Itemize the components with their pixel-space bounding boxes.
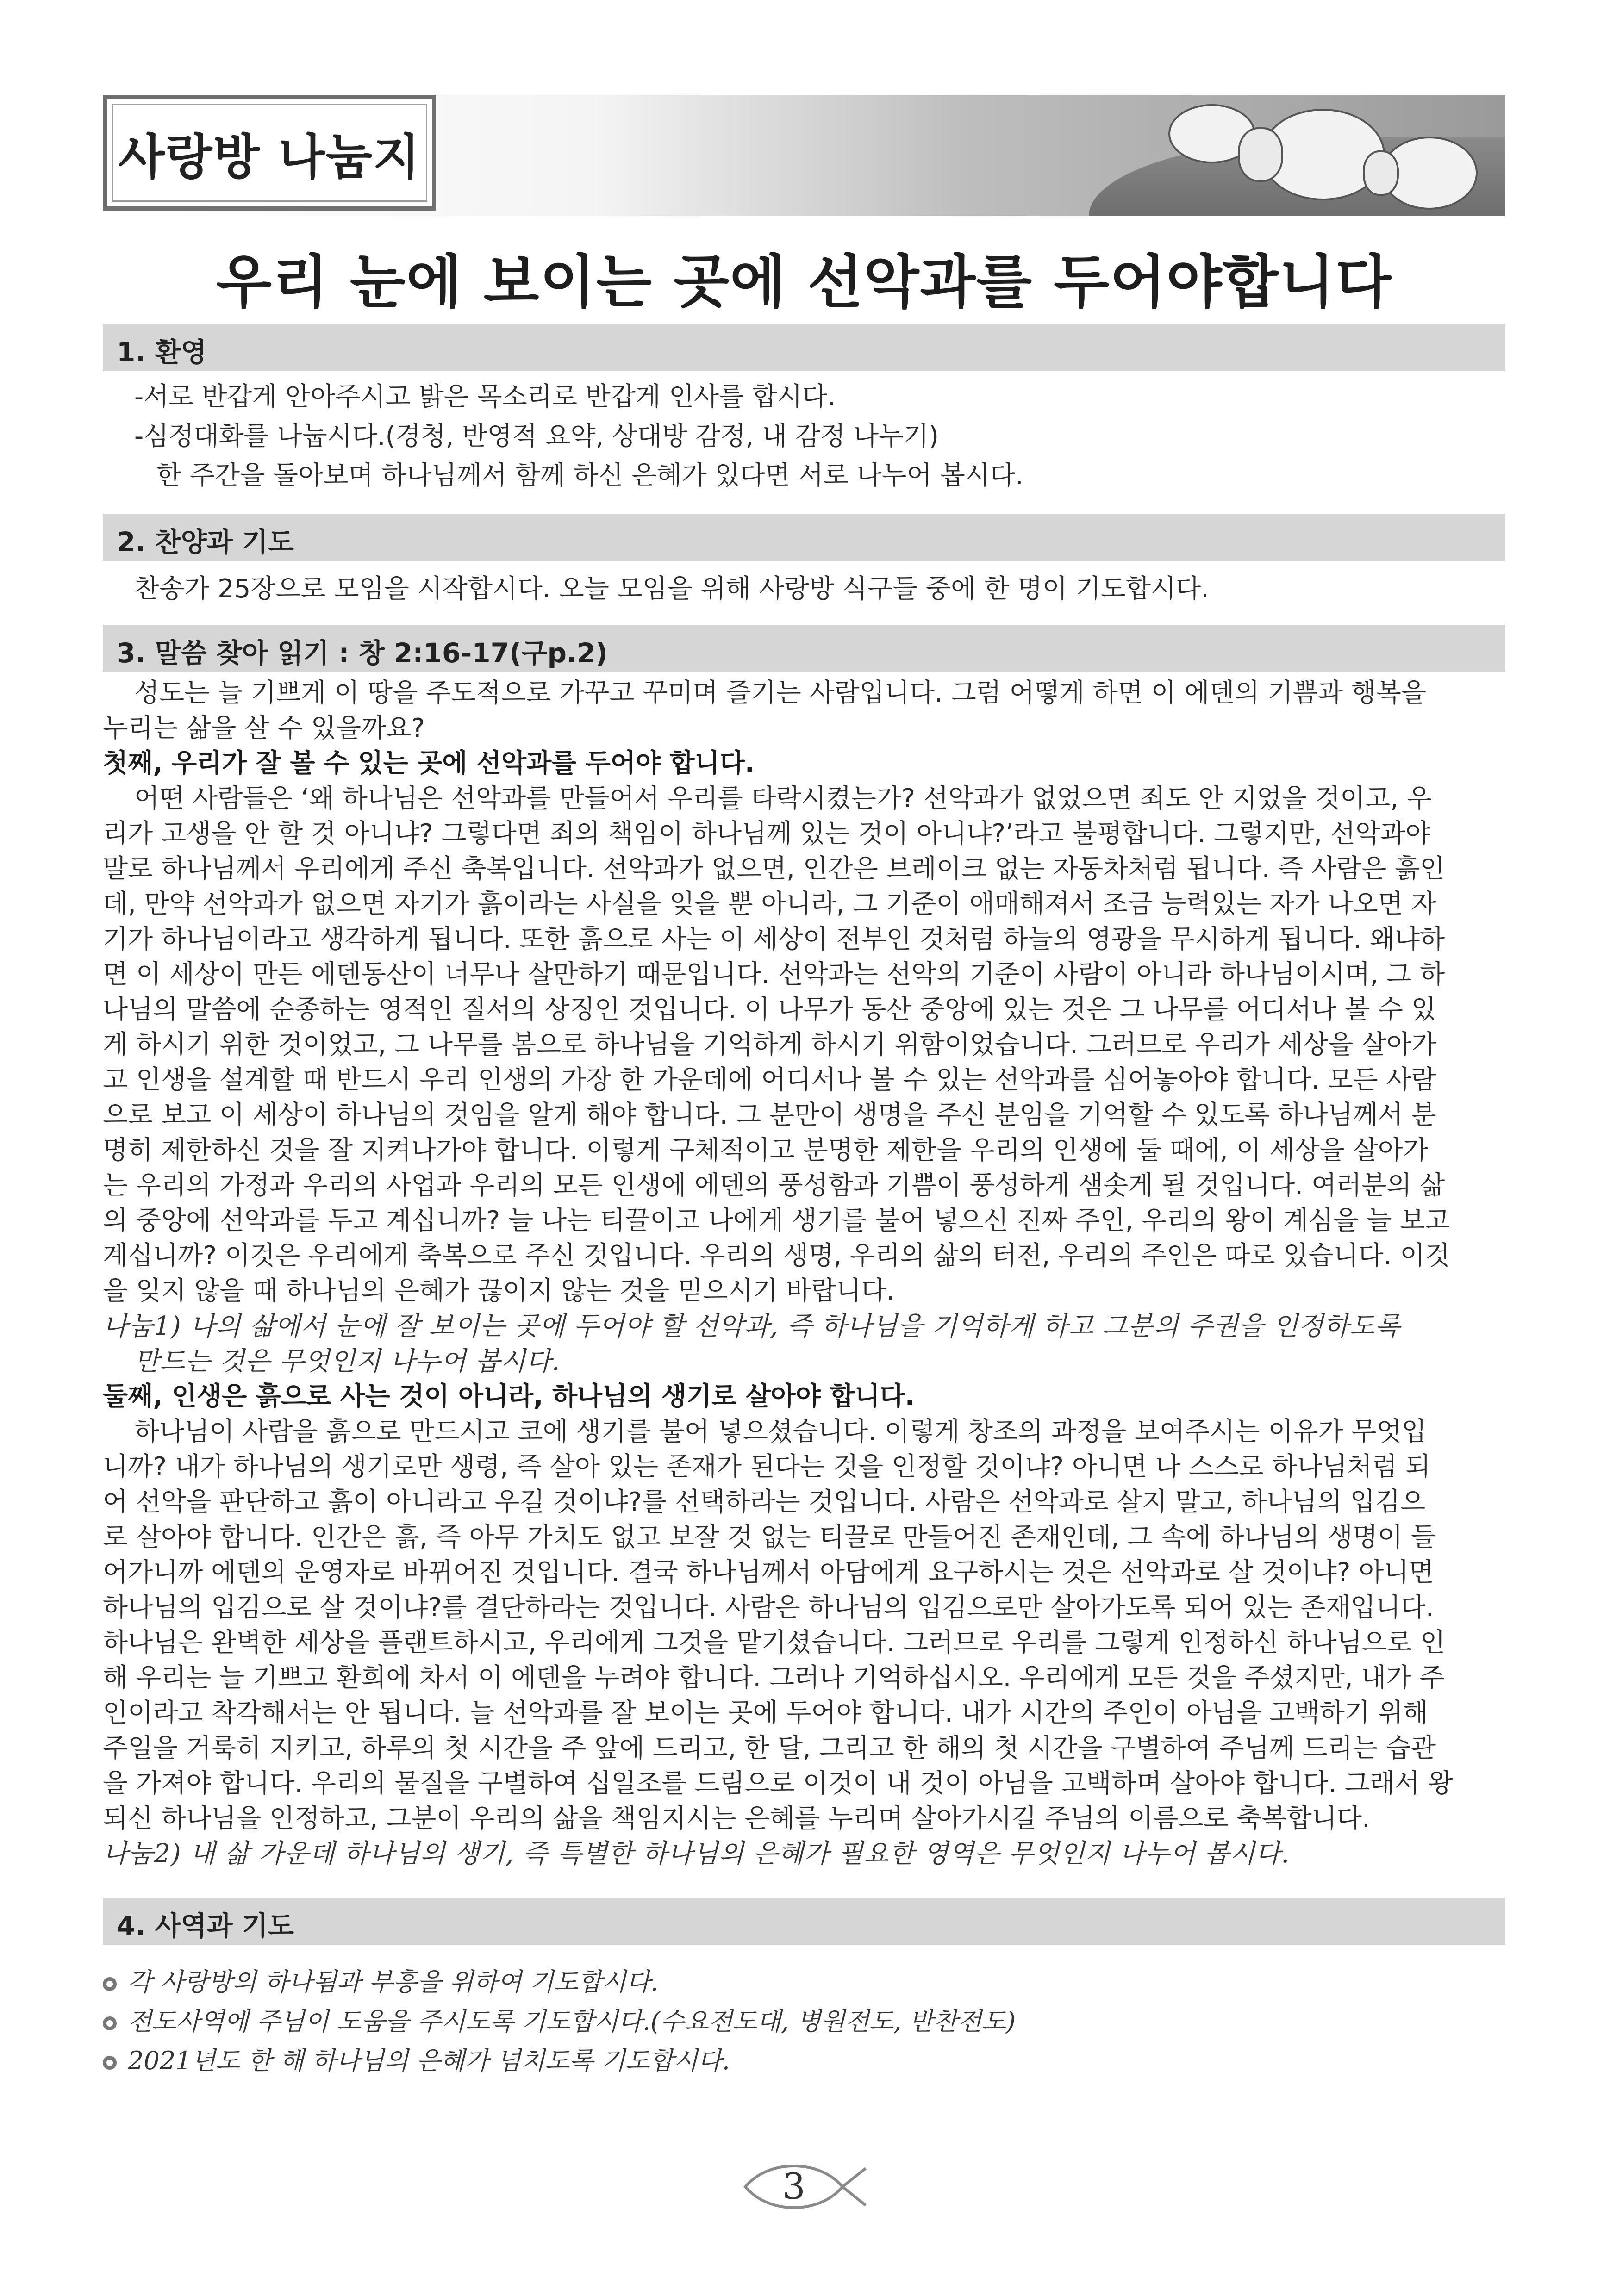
page-number: 3 (782, 2166, 805, 2208)
paragraph-line: -서로 반갑게 안아주시고 밝은 목소리로 반갑게 인사를 합시다. (134, 382, 836, 412)
paragraph-line: 니까? 내가 하나님의 생기로만 생령, 즉 살아 있는 존재가 된다는 것을 인정할 것이냐? 아니면 나 스스로 하나님처럼 되 (103, 1452, 1431, 1482)
paragraph-line: 게 하시기 위한 것이었고, 그 나무를 봄으로 하나님을 기억하게 하시기 위함이었습니다. 그러므로 우리가 세상을 살아가 (103, 1030, 1437, 1060)
section-heading-bar (103, 514, 1505, 561)
lamb-head-image (1363, 150, 1399, 196)
section-heading-bar (103, 625, 1505, 672)
paragraph-line: 누리는 삶을 살 수 있을까요? (103, 713, 425, 743)
paragraph-line: 계십니까? 이것은 우리에게 축복으로 주신 것입니다. 우리의 생명, 우리의 삶의 터전, 우리의 주인은 따로 있습니다. 이것 (103, 1241, 1450, 1271)
bullet-icon (103, 1977, 117, 1991)
share-question: 만드는 것은 무엇인지 나누어 봅시다. (134, 1346, 561, 1376)
section-heading: 2. 찬양과 기도 (117, 526, 294, 558)
paragraph-line: 되신 하나님을 인정하고, 그분이 우리의 삶을 책임지시는 은혜를 누리며 살아가시길 주님의 이름으로 축복합니다. (103, 1804, 1370, 1834)
paragraph-line: 해 우리는 늘 기쁘고 환희에 차서 이 에덴을 누려야 합니다. 그러나 기억하십시오. 우리에게 모든 것을 주셨지만, 내가 주 (103, 1663, 1445, 1693)
point-heading: 둘째, 인생은 흙으로 사는 것이 아니라, 하나님의 생기로 살아야 합니다. (103, 1381, 915, 1412)
paragraph-line: 어 선악을 판단하고 흙이 아니라고 우길 것이냐?를 선택하라는 것입니다. 사람은 선악과로 살지 말고, 하나님의 입김으 (103, 1487, 1426, 1517)
paragraph-line: 인이라고 착각해서는 안 됩니다. 늘 선악과를 잘 보이는 곳에 두어야 합니다. 내가 시간의 주인이 아님을 고백하기 위해 (103, 1698, 1428, 1728)
paragraph-line: 주일을 거룩히 지키고, 하루의 첫 시간을 주 앞에 드리고, 한 달, 그리고 한 해의 첫 시간을 구별하여 주님께 드리는 습관 (103, 1733, 1436, 1763)
paragraph-line: 데, 만약 선악과가 없으면 자기가 흙이라는 사실을 잊을 뿐 아니라, 그 기준이 애매해져서 조금 능력있는 자가 나오면 자 (103, 889, 1436, 919)
section-heading: 1. 환영 (117, 336, 207, 368)
section-heading-bar (103, 1898, 1505, 1945)
bullet-icon (103, 2056, 117, 2070)
paragraph-line: 고 인생을 설계할 때 반드시 우리 인생의 가장 한 가운데에 어디서나 볼 수 있는 선악과를 심어놓아야 합니다. 모든 사람 (103, 1065, 1436, 1095)
paragraph-line: 기가 하나님이라고 생각하게 됩니다. 또한 흙으로 사는 이 세상이 전부인 것처럼 하늘의 영광을 무시하게 됩니다. 왜냐하 (103, 924, 1445, 954)
paragraph-line: 의 중앙에 선악과를 두고 계십니까? 늘 나는 티끌이고 나에게 생기를 불어 넣으신 진짜 주인, 우리의 왕이 계심을 늘 보고 (103, 1206, 1450, 1236)
paragraph-line: 어가니까 에덴의 운영자로 바뀌어진 것입니다. 결국 하나님께서 아담에게 요구하시는 것은 선악과로 살 것이냐? 아니면 (103, 1557, 1434, 1587)
paragraph-line: 하나님은 완벽한 세상을 플랜트하시고, 우리에게 그것을 맡기셨습니다. 그러므로 우리를 그렇게 인정하신 하나님으로 인 (103, 1628, 1445, 1658)
paragraph-line: 하나님의 입김으로 살 것이냐?를 결단하라는 것입니다. 사람은 하나님의 입김으로만 살아가도록 되어 있는 존재입니다. (103, 1593, 1434, 1623)
paragraph-line: 어떤 사람들은 ‘왜 하나님은 선악과를 만들어서 우리를 타락시켰는가? 선악과가 없었으면 죄도 안 지었을 것이고, 우 (134, 784, 1432, 814)
sheep-head-image (1238, 127, 1283, 182)
paragraph-line: 한 주간을 돌아보며 하나님께서 함께 하신 은혜가 있다면 서로 나누어 봅시다. (156, 460, 1023, 491)
prayer-item (103, 1962, 658, 1998)
bullet-icon (103, 2016, 117, 2030)
paragraph-line: 명히 제한하신 것을 잘 지켜나가야 합니다. 이렇게 구체적이고 분명한 제한을 우리의 인생에 둘 때에, 이 세상을 살아가 (103, 1135, 1428, 1165)
paragraph-line: 는 우리의 가정과 우리의 사업과 우리의 모든 인생에 에덴의 풍성함과 기쁨이 풍성하게 샘솟게 될 것입니다. 여러분의 삶 (103, 1170, 1445, 1201)
prayer-text: 각 사랑방의 하나됨과 부흥을 위하여 기도합시다. (128, 1967, 659, 1997)
point-heading: 첫째, 우리가 잘 볼 수 있는 곳에 선악과를 두어야 합니다. (103, 748, 755, 778)
prayer-text: 전도사역에 주님이 도움을 주시도록 기도합시다.(수요전도대, 병원전도, 반찬전도) (128, 2007, 1016, 2036)
section-heading: 4. 사역과 기도 (117, 1910, 294, 1941)
page-title: 우리 눈에 보이는 곳에 선악과를 두어야합니다 (216, 249, 1392, 316)
paragraph-line: 성도는 늘 기쁘게 이 땅을 주도적으로 가꾸고 꾸미며 즐기는 사람입니다. 그럼 어떻게 하면 이 에덴의 기쁨과 행복을 (134, 678, 1427, 708)
paragraph-line: 로 살아야 합니다. 인간은 흙, 즉 아무 가치도 없고 보잘 것 없는 티끌로 만들어진 존재인데, 그 속에 하나님의 생명이 들 (103, 1522, 1436, 1552)
prayer-text: 2021년도 한 해 하나님의 은혜가 넘치도록 기도합시다. (128, 2046, 730, 2075)
paragraph-line: 으로 보고 이 세상이 하나님의 것임을 알게 해야 합니다. 그 분만이 생명을 주신 분임을 기억할 수 있도록 하나님께서 분 (103, 1100, 1436, 1130)
paragraph-line: 말로 하나님께서 우리에게 주신 축복입니다. 선악과가 없으면, 인간은 브레이크 없는 자동차처럼 됩니다. 즉 사람은 흙인 (103, 854, 1445, 884)
page-footer (741, 2157, 870, 2217)
paragraph-line: 하나님이 사람을 흙으로 만드시고 코에 생기를 불어 넣으셨습니다. 이렇게 창조의 과정을 보여주시는 이유가 무엇입 (134, 1417, 1427, 1447)
paragraph-line: 찬송가 25장으로 모임을 시작합시다. 오늘 모임을 위해 사랑방 식구들 중에 한 명이 기도합시다. (134, 574, 1210, 604)
paragraph-line: 나님의 말씀에 순종하는 영적인 질서의 상징인 것입니다. 이 나무가 동산 중앙에 있는 것은 그 나무를 어디서나 볼 수 있 (103, 995, 1436, 1025)
prayer-item (103, 2002, 1016, 2037)
paragraph-line: 면 이 세상이 만든 에덴동산이 너무나 살만하기 때문입니다. 선악과는 선악의 기준이 사람이 아니라 하나님이시며, 그 하 (103, 959, 1445, 989)
share-question: 나눔1) 나의 삶에서 눈에 잘 보이는 곳에 두어야 할 선악과, 즉 하나님을 기억하게 하고 그분의 주권을 인정하도록 (103, 1311, 1401, 1341)
paragraph-line: 을 가져야 합니다. 우리의 물질을 구별하여 십일조를 드림으로 이것이 내 것이 아님을 고백하며 살아야 합니다. 그래서 왕 (103, 1768, 1454, 1798)
header-label-box (103, 95, 436, 211)
section-heading: 3. 말씀 찾아 읽기 : 창 2:16-17(구p.2) (117, 637, 608, 669)
share-question: 나눔2) 내 삶 가운데 하나님의 생기, 즉 특별한 하나님의 은혜가 필요한 영역은 무엇인지 나누어 봅시다. (103, 1839, 1290, 1869)
paragraph-line: 을 잊지 않을 때 하나님의 은혜가 끊이지 않는 것을 믿으시기 바랍니다. (103, 1276, 895, 1306)
prayer-item (103, 2041, 730, 2077)
paragraph-line: 리가 고생을 안 할 것 아니냐? 그렇다면 죄의 책임이 하나님께 있는 것이 아니냐?’라고 불평합니다. 그렇지만, 선악과야 (103, 819, 1431, 849)
header-label: 사랑방 나눔지 (118, 129, 421, 185)
section-heading-bar (103, 324, 1505, 371)
paragraph-line: -심정대화를 나눕시다.(경청, 반영적 요약, 상대방 감정, 내 감정 나누기) (134, 421, 939, 451)
